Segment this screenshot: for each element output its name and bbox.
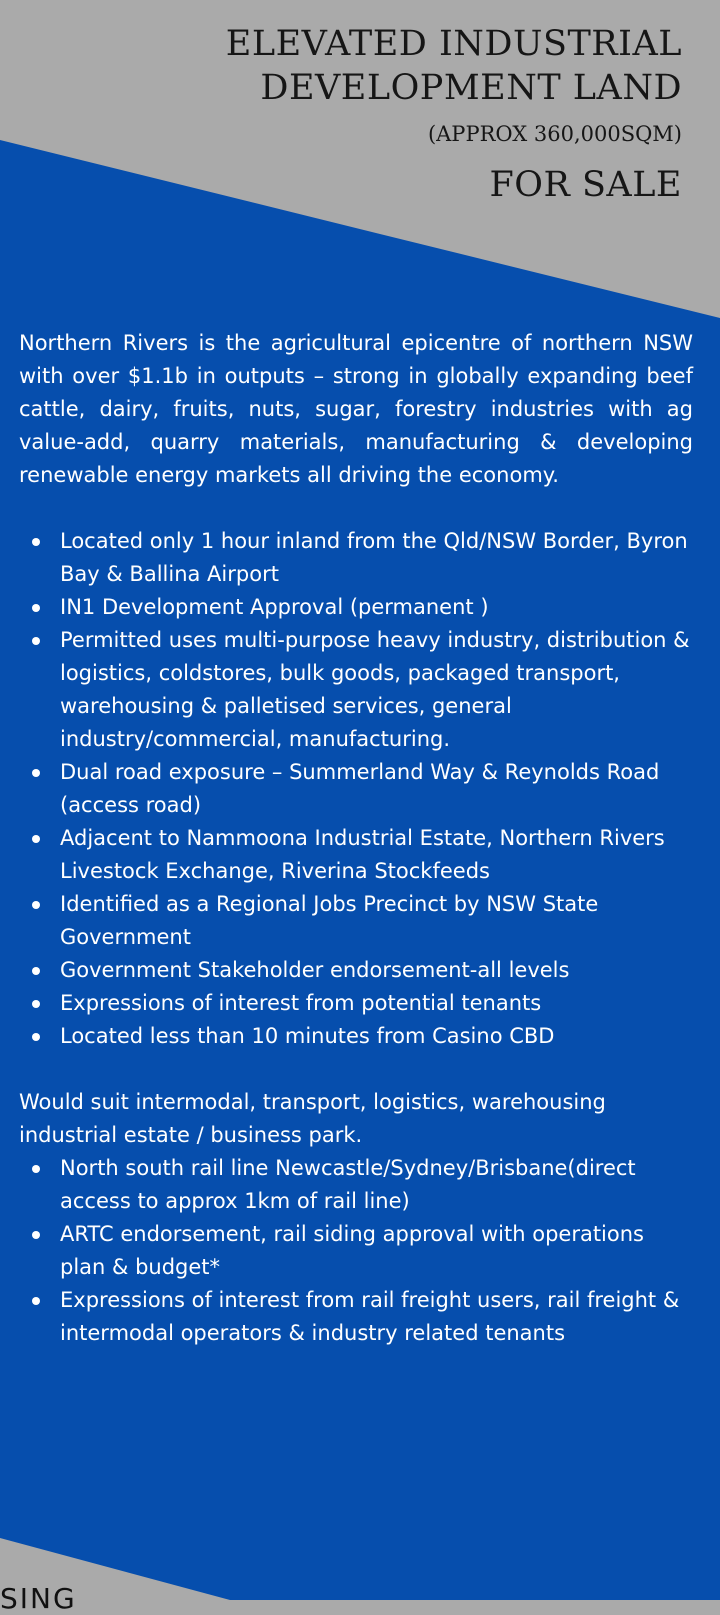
main-content (19, 327, 693, 1350)
rail-list (19, 1152, 693, 1350)
list-item: Government Stakeholder endorsement-all levels (19, 954, 693, 987)
intro-paragraph: Northern Rivers is the agricultural epicentre of northern NSW with over $1.1b in outputs – strong in globally expanding beef cattle, dairy, fruits, nuts, sugar, forestry industries with ag value-add, quarry materials, manufacturing & developing renewable energy markets all driving the economy. (19, 331, 693, 487)
list-item: IN1 Development Approval (permanent ) (19, 591, 693, 624)
list-item: Identified as a Regional Jobs Precinct by NSW State Government (19, 888, 693, 954)
list-item: North south rail line Newcastle/Sydney/Brisbane(direct access to approx 1km of rail line) (19, 1152, 693, 1218)
list-item: Located only 1 hour inland from the Qld/NSW Border, Byron Bay & Ballina Airport (19, 525, 693, 591)
suitability-paragraph: Would suit intermodal, transport, logistics, warehousing industrial estate / business park. (19, 1090, 606, 1147)
title-line-1: ELEVATED INDUSTRIAL (225, 24, 682, 64)
list-item: Expressions of interest from rail freight users, rail freight & intermodal operators & industry related tenants (19, 1284, 693, 1350)
area-subtitle: (APPROX 360,000SQM) (427, 122, 682, 146)
list-item: ARTC endorsement, rail siding approval with operations plan & budget* (19, 1218, 693, 1284)
page-title (22, 22, 682, 110)
list-item: Dual road exposure – Summerland Way & Reynolds Road (access road) (19, 756, 693, 822)
features-list (19, 525, 693, 1053)
list-item: Adjacent to Nammoona Industrial Estate, Northern Rivers Livestock Exchange, Riverina Stockfeeds (19, 822, 693, 888)
header (22, 22, 682, 207)
list-item: Located less than 10 minutes from Casino CBD (19, 1020, 693, 1053)
footer-heading-fragment: SING (0, 1582, 77, 1615)
for-sale-heading: FOR SALE (489, 165, 682, 205)
list-item: Expressions of interest from potential tenants (19, 987, 693, 1020)
title-line-2: DEVELOPMENT LAND (260, 68, 682, 108)
list-item: Permitted uses multi-purpose heavy industry, distribution & logistics, coldstores, bulk goods, packaged transport, warehousing & palletised services, general industry/commercial, manufacturing. (19, 624, 693, 756)
